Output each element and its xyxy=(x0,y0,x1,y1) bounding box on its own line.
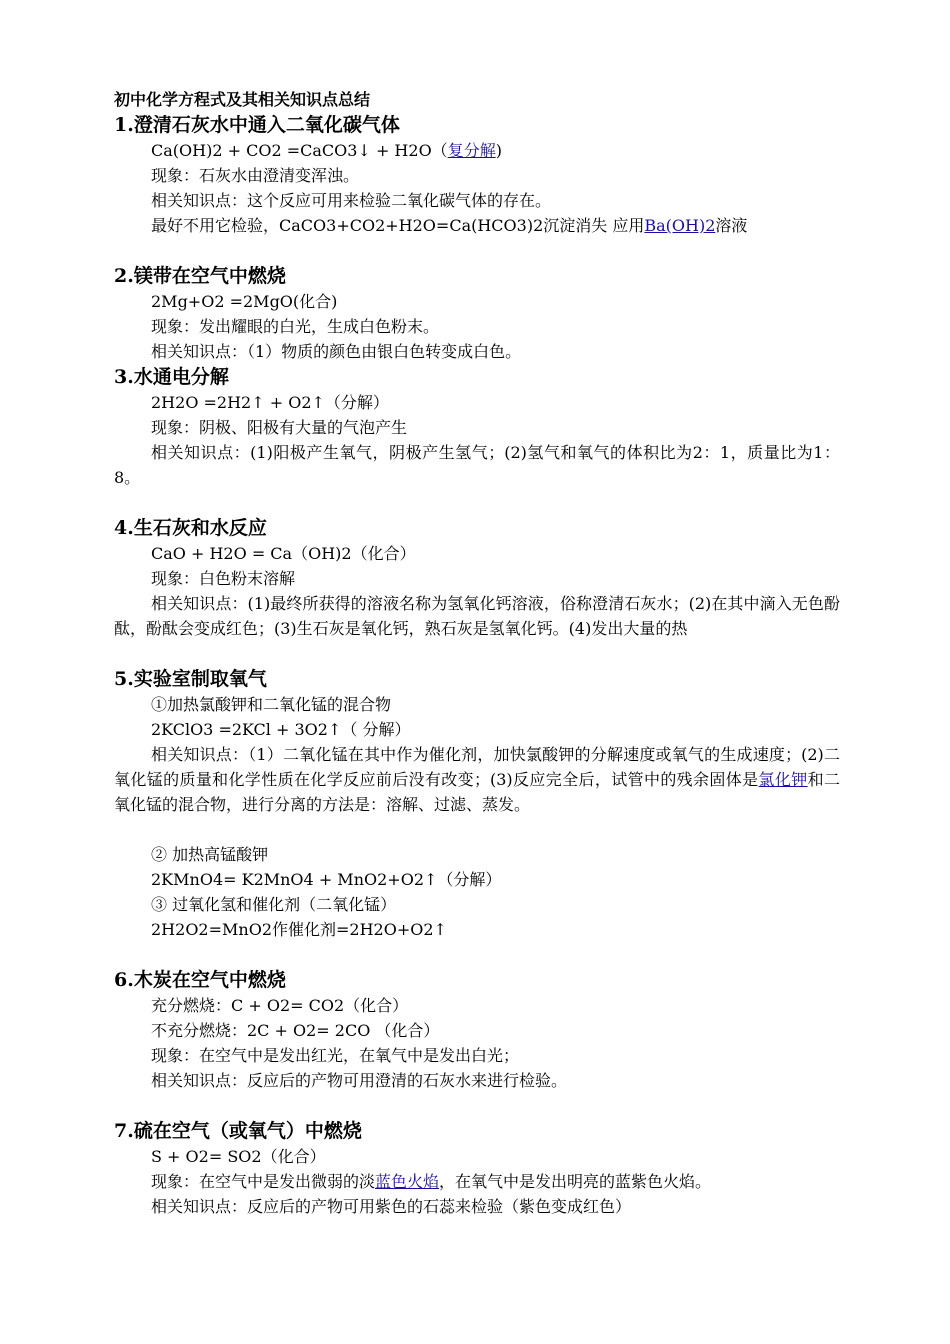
section-heading: 3.水通电分解 xyxy=(114,366,229,388)
knowledge-point: 相关知识点：(1)阳极产生氧气，阴极产生氢气；(2)氢气和氧气的体积比为2：1，质量比为1：8。 xyxy=(114,443,840,487)
equation-text: ) xyxy=(495,141,502,160)
section-6 xyxy=(114,967,840,1093)
equation-full-combustion: 充分燃烧：C + O2= CO2（化合） xyxy=(151,996,409,1015)
link-blue-flame[interactable]: 蓝色火焰 xyxy=(375,1172,440,1191)
equation: 2KMnO4= K2MnO4 + MnO2+O2↑（分解） xyxy=(151,870,502,889)
section-4 xyxy=(114,515,840,641)
method-3: ③ 过氧化氢和催化剂（二氧化锰） xyxy=(151,895,397,914)
phenomenon xyxy=(114,1169,840,1194)
phenomenon: 现象：白色粉末溶解 xyxy=(151,569,296,588)
section-heading: 6.木炭在空气中燃烧 xyxy=(114,969,286,991)
section-heading: 4.生石灰和水反应 xyxy=(114,517,267,539)
document-title: 初中化学方程式及其相关知识点总结 xyxy=(114,90,371,109)
section-1 xyxy=(114,112,840,238)
knowledge-point xyxy=(114,742,840,817)
equation: 2KClO3 =2KCl + 3O2↑（ 分解） xyxy=(151,720,411,739)
section-heading: 5.实验室制取氧气 xyxy=(114,668,267,690)
note xyxy=(114,213,840,238)
link-potassium-chloride[interactable]: 氯化钾 xyxy=(758,770,808,789)
equation: 2H2O =2H2↑ + O2↑（分解） xyxy=(151,393,389,412)
section-5 xyxy=(114,666,840,942)
note-text: 溶液 xyxy=(715,216,748,235)
equation: 2H2O2=MnO2作催化剂=2H2O+O2↑ xyxy=(151,920,447,939)
link-double-decomposition[interactable]: 复分解 xyxy=(447,141,496,160)
knowledge-point: 相关知识点：反应后的产物可用紫色的石蕊来检验（紫色变成红色） xyxy=(151,1197,632,1216)
equation: S + O2= SO2（化合） xyxy=(151,1147,326,1166)
phenomenon-text: ，在氧气中是发出明亮的蓝紫色火焰。 xyxy=(439,1172,712,1191)
knowledge-point: 相关知识点：这个反应可用来检验二氧化碳气体的存在。 xyxy=(151,191,552,210)
phenomenon: 现象：发出耀眼的白光，生成白色粉末。 xyxy=(151,317,440,336)
section-3 xyxy=(114,364,840,490)
equation: CaO + H2O = Ca（OH)2（化合） xyxy=(151,544,416,563)
phenomenon: 现象：阴极、阳极有大量的气泡产生 xyxy=(151,418,408,437)
section-2 xyxy=(114,263,840,364)
knowledge-text: 和二氧化锰的混合物，进行分离的方法是：溶解、过滤、蒸发。 xyxy=(114,770,840,814)
knowledge-point: 相关知识点：（1）物质的颜色由银白色转变成白色。 xyxy=(151,342,522,361)
phenomenon: 现象：石灰水由澄清变浑浊。 xyxy=(151,166,360,185)
note-text: 最好不用它检验，CaCO3+CO2+H2O=Ca(HCO3)2沉淀消失 应用 xyxy=(151,216,645,235)
equation-partial-combustion: 不充分燃烧：2C + O2= 2CO （化合） xyxy=(151,1021,440,1040)
knowledge-text: 相关知识点：（1）二氧化锰在其中作为催化剂，加快氯酸钾的分解速度或氧气的生成速度；(2)二氧化锰的质量和化学性质在化学反应前后没有改变；(3)反应完全后，试管中的残余固体是 xyxy=(114,745,840,789)
section-7 xyxy=(114,1118,840,1219)
section-heading: 7.硫在空气（或氧气）中燃烧 xyxy=(114,1120,362,1142)
knowledge-point: 相关知识点：(1)最终所获得的溶液名称为氢氧化钙溶液，俗称澄清石灰水；(2)在其中滴入无色酚酞，酚酞会变成红色；(3)生石灰是氧化钙，熟石灰是氢氧化钙。(4)发出大量的热 xyxy=(114,594,840,638)
knowledge-point: 相关知识点：反应后的产物可用澄清的石灰水来进行检验。 xyxy=(151,1071,568,1090)
section-heading: 1.澄清石灰水中通入二氧化碳气体 xyxy=(114,114,400,136)
method-2: ② 加热高锰酸钾 xyxy=(151,845,269,864)
link-barium-hydroxide[interactable]: Ba(OH)2 xyxy=(644,216,716,235)
method-1: ①加热氯酸钾和二氧化锰的混合物 xyxy=(151,695,392,714)
phenomenon-text: 现象：在空气中是发出微弱的淡 xyxy=(151,1172,376,1191)
equation: 2Mg+O2 =2MgO(化合) xyxy=(151,292,338,311)
phenomenon: 现象：在空气中是发出红光，在氧气中是发出白光； xyxy=(151,1046,520,1065)
equation xyxy=(114,138,840,163)
equation-text: Ca(OH)2 + CO2 =CaCO3↓ + H2O（ xyxy=(151,141,448,160)
section-heading: 2.镁带在空气中燃烧 xyxy=(114,265,286,287)
